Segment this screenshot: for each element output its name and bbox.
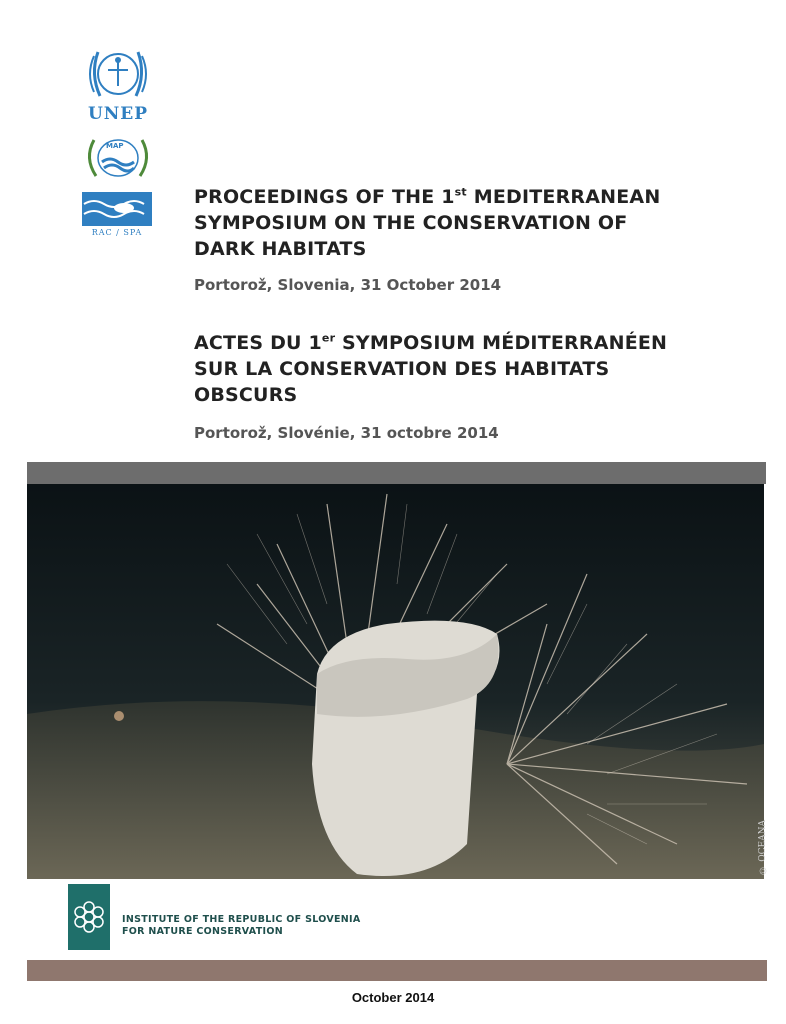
title-en-line1-pre: PROCEEDINGS OF THE 1 (194, 186, 455, 208)
publication-date: October 2014 (351, 990, 435, 1005)
title-english (194, 184, 734, 262)
title-fr-line1-sup: er (321, 331, 336, 345)
rac-spa-label: RAC / SPA (91, 228, 143, 237)
brown-divider-bar (27, 960, 767, 981)
grey-divider-bar (27, 462, 766, 484)
title-fr-line3: OBSCURS (194, 384, 298, 406)
cover-photo (27, 484, 764, 879)
title-en-line2: SYMPOSIUM ON THE CONSERVATION OF (194, 212, 628, 234)
map-label: MAP (106, 142, 124, 150)
map-logo (82, 132, 154, 182)
title-fr-line1-post: SYMPOSIUM MÉDITERRANÉEN (335, 332, 668, 354)
photo-credit: © OCEANA (758, 820, 768, 875)
institute-name (122, 914, 361, 938)
institute-logo (68, 884, 110, 950)
institute-line2: FOR NATURE CONSERVATION (122, 926, 283, 937)
title-en-line1-sup: st (454, 185, 467, 199)
title-en-line1-post: MEDITERRANEAN (466, 186, 661, 208)
title-french (194, 330, 754, 408)
unep-label: UNEP (87, 104, 149, 124)
title-fr-line1-pre: ACTES DU 1 (194, 332, 322, 354)
subtitle-french: Portorož, Slovénie, 31 octobre 2014 (194, 424, 499, 442)
institute-line1: INSTITUTE OF THE REPUBLIC OF SLOVENIA (122, 914, 361, 925)
title-fr-line2: SUR LA CONSERVATION DES HABITATS (194, 358, 610, 380)
title-en-line3: DARK HABITATS (194, 238, 367, 260)
subtitle-english: Portorož, Slovenia, 31 October 2014 (194, 276, 502, 294)
